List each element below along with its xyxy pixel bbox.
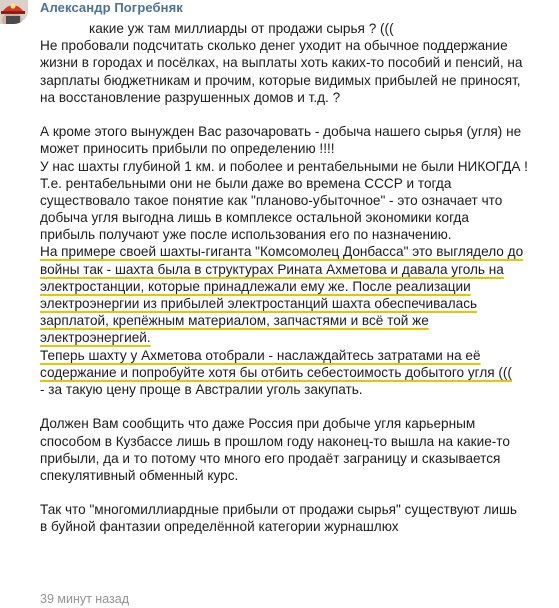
post-text-line: содержание и попробуйте хотя бы отбить себестоимость добытого угля ((( [40, 364, 512, 380]
post-text-line: Не пробовали подсчитать сколько денег уходит на обычное поддержание [40, 38, 508, 54]
post-text-line: зарплаты бюджетникам и прочим, которые видимых прибылей не приносят, [40, 72, 521, 88]
post-text-line: электроэнергии из прибылей электростанций шахта обеспечивалась [40, 296, 478, 311]
post-text-line: Т.е. рентабельными они не были даже во времена СССР и тогда [40, 175, 452, 191]
post-text-line: Должен Вам сообщить что даже Россия при добыче угля карьерным [40, 416, 476, 432]
post-text [40, 20, 554, 536]
post-text-line: какие уж там миллиарды от продажи сырья ? ((( [89, 21, 394, 36]
paragraph-gap [40, 484, 554, 501]
author-avatar[interactable] [0, 0, 28, 24]
post-text-line: У нас шахты глубиной 1 км. и поболее и рентабельными не были НИКОГДА ! [40, 158, 528, 174]
post-text-line: существовало такое понятие как "планово-убыточное" - это означает что [40, 192, 503, 208]
paragraph-gap [40, 398, 554, 415]
miner-helmet-avatar-icon [0, 0, 28, 24]
post-text-line: электростанции, которые принадлежали ему же. После реализации [40, 278, 471, 294]
post-text-line: на восстановление разрушенных домов и т.д. ? [40, 89, 341, 105]
post-timestamp[interactable]: 39 минут назад [40, 592, 129, 606]
post-text-line: войны так - шахта была в структурах Рината Ахметова и давала уголь на [40, 261, 504, 277]
post-text-line: Так что "многомиллиардные прибыли от продажи сырья" существуют лишь [40, 502, 517, 518]
post-text-line: прибыли, да и то потому что много его продаёт заграницу и сказывается [40, 450, 501, 466]
post-text-line: электроэнергией. [40, 330, 151, 346]
post-text-line: зарплатой, крепёжным материалом, запчастями и всё той же [40, 313, 429, 329]
post-text-line: может приносить прибыли по определению !!!! [40, 141, 335, 157]
author-name[interactable]: Александр Погребняк [40, 0, 183, 15]
post-text-line: На примере своей шахты-гиганта "Комсомолец Донбасса" это выглядело до [40, 244, 524, 260]
post-text-line: в буйной фантазии определённой категории журнашлюх [40, 519, 399, 535]
post-text-line: Теперь шахту у Ахметова отобрали - наслаждайтесь затратами на её [40, 347, 481, 363]
post-text-line: способом в Кузбассе лишь в прошлом году наконец-то вышла на какие-то [40, 433, 510, 449]
post-text-line: прибыль получают уже после использования его по назначению. [40, 227, 452, 243]
post-text-line: добыча угля выгодна лишь в комплексе остальной экономики когда [40, 210, 469, 226]
post-text-line: - за такую цену проще в Австралии уголь закупать. [40, 381, 363, 397]
paragraph-gap [40, 106, 554, 123]
post-text-line: спекулятивный обменный курс. [40, 467, 239, 483]
post-text-line: А кроме этого вынужден Вас разочаровать - добыча нашего сырья (угля) не [40, 124, 522, 140]
post-text-line: жизни в городах и посёлках, на выплаты хоть каких-то пособий и пенсий, на [40, 55, 523, 71]
